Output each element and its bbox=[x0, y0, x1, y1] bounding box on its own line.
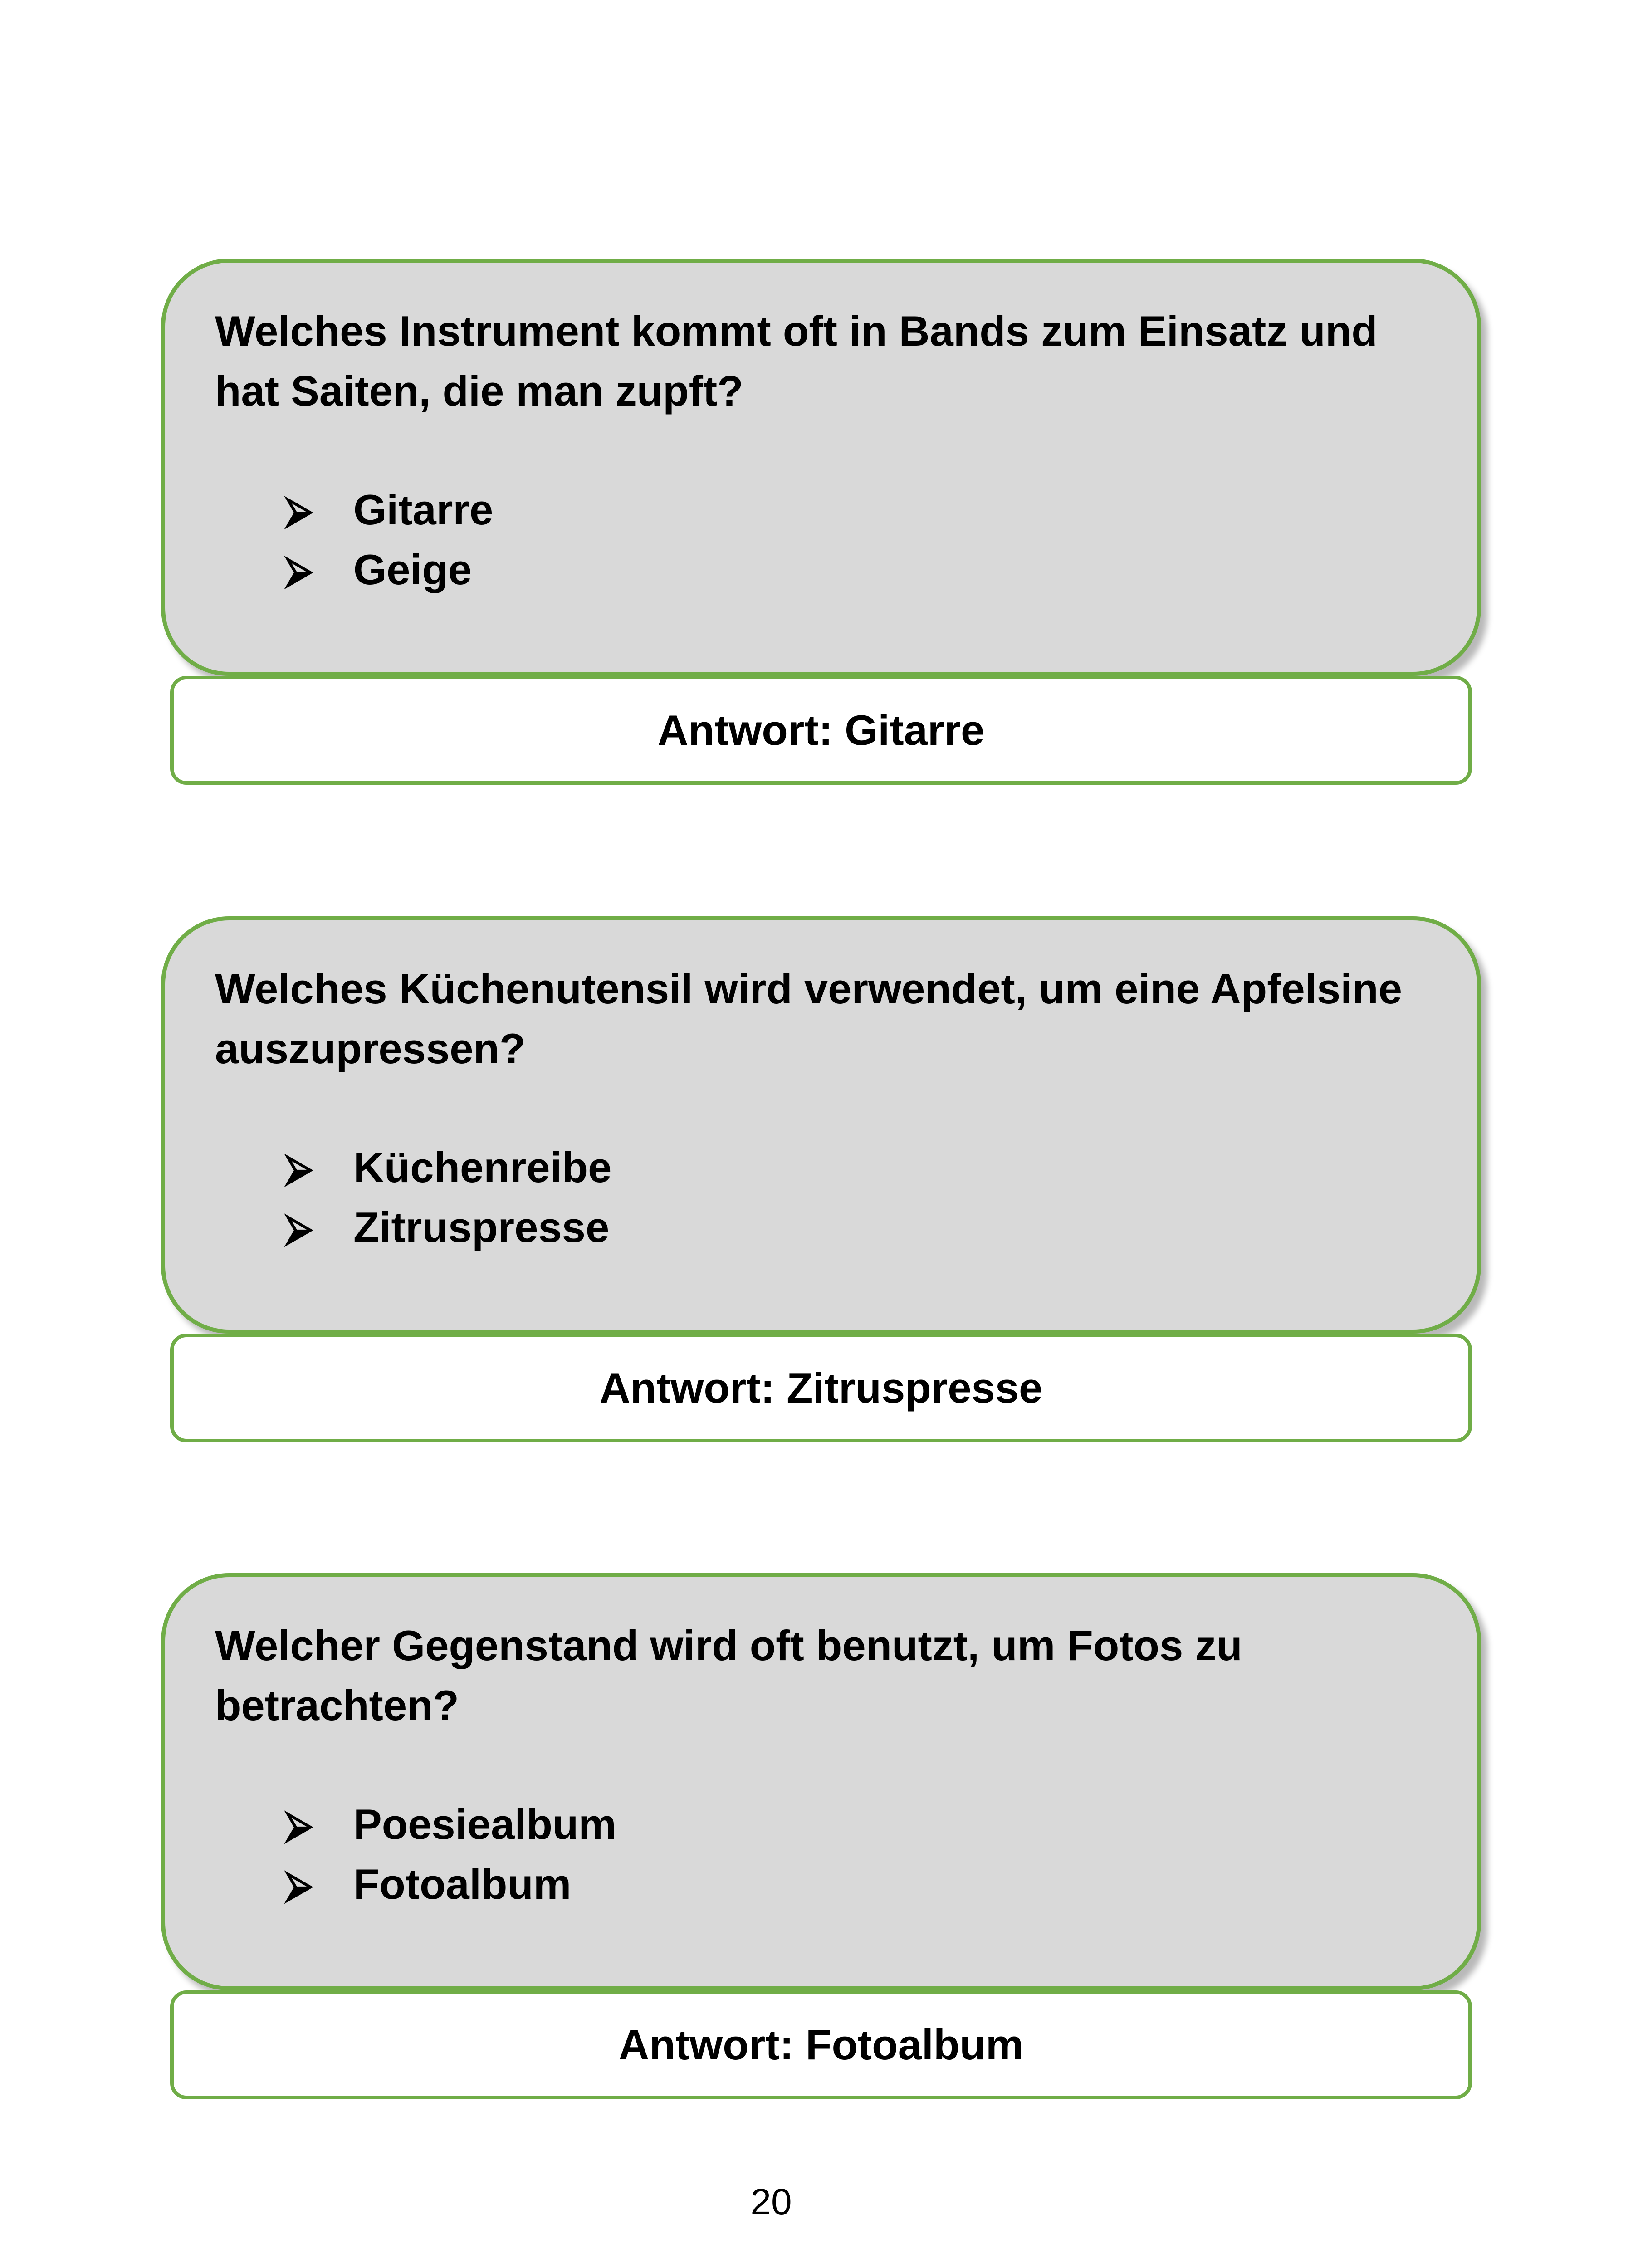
question-text: Welches Instrument kommt oft in Bands zum Einsatz und hat Saiten, die man zupft? bbox=[215, 307, 1378, 415]
question-card bbox=[161, 1573, 1481, 1990]
option-list bbox=[215, 480, 1432, 600]
answer-text: Antwort: Zitruspresse bbox=[599, 1364, 1043, 1412]
arrow-right-icon: ⮚ bbox=[285, 1206, 313, 1249]
arrow-right-icon: ⮚ bbox=[285, 489, 313, 531]
option-list bbox=[215, 1138, 1432, 1257]
option-label: Gitarre bbox=[353, 486, 494, 533]
answer-box bbox=[170, 1334, 1472, 1442]
quiz-block-3 bbox=[161, 1573, 1481, 2099]
answer-text: Antwort: Fotoalbum bbox=[618, 2021, 1024, 2068]
answer-text: Antwort: Gitarre bbox=[657, 706, 985, 754]
option-label: Geige bbox=[353, 546, 472, 593]
question-text: Welcher Gegenstand wird oft benutzt, um Fotos zu betrachten? bbox=[215, 1622, 1242, 1729]
question-text: Welches Küchenutensil wird verwendet, um eine Apfelsine auszupressen? bbox=[215, 965, 1402, 1072]
answer-box bbox=[170, 676, 1472, 785]
arrow-right-icon: ⮚ bbox=[285, 1863, 313, 1906]
question-card bbox=[161, 916, 1481, 1334]
answer-box bbox=[170, 1990, 1472, 2099]
option-label: Fotoalbum bbox=[353, 1860, 572, 1908]
option-item bbox=[285, 540, 1432, 600]
quiz-block-2 bbox=[161, 916, 1481, 1442]
option-label: Poesiealbum bbox=[353, 1800, 616, 1848]
arrow-right-icon: ⮚ bbox=[285, 548, 313, 591]
option-item bbox=[285, 1138, 1432, 1198]
option-item bbox=[285, 1198, 1432, 1257]
quiz-block-1 bbox=[161, 259, 1481, 785]
page-number: 20 bbox=[750, 2181, 792, 2223]
question-card bbox=[161, 259, 1481, 676]
option-item bbox=[285, 1794, 1432, 1854]
arrow-right-icon: ⮚ bbox=[285, 1803, 313, 1846]
option-label: Küchenreibe bbox=[353, 1144, 612, 1191]
option-label: Zitruspresse bbox=[353, 1203, 610, 1251]
option-item bbox=[285, 1854, 1432, 1914]
option-item bbox=[285, 480, 1432, 540]
arrow-right-icon: ⮚ bbox=[285, 1146, 313, 1189]
option-list bbox=[215, 1794, 1432, 1914]
